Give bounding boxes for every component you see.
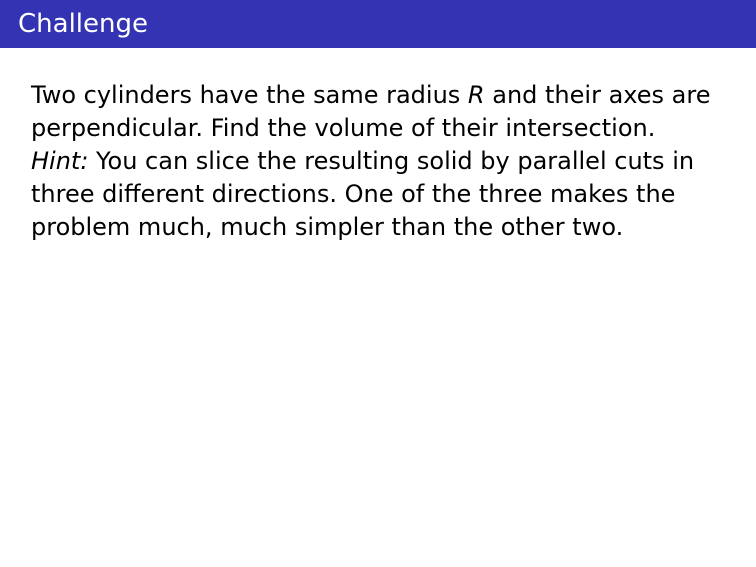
hint-line-2: three different directions. One of the three makes the: [31, 180, 676, 208]
hint-text: You can slice the resulting solid by parallel cuts in: [88, 147, 695, 175]
slide-title: Challenge: [18, 9, 148, 39]
problem-statement: [31, 79, 731, 244]
problem-text: Two cylinders have the same radius: [31, 81, 468, 109]
problem-line-2: perpendicular. Find the volume of their intersection.: [31, 114, 656, 142]
hint-label: Hint:: [31, 147, 89, 175]
problem-text: and their axes are: [484, 81, 711, 109]
title-bar: [0, 0, 756, 48]
radius-variable: R: [467, 81, 485, 109]
hint-line: [31, 145, 731, 178]
hint-line-3: problem much, much simpler than the other two.: [31, 213, 624, 241]
problem-line-1: [31, 79, 731, 112]
